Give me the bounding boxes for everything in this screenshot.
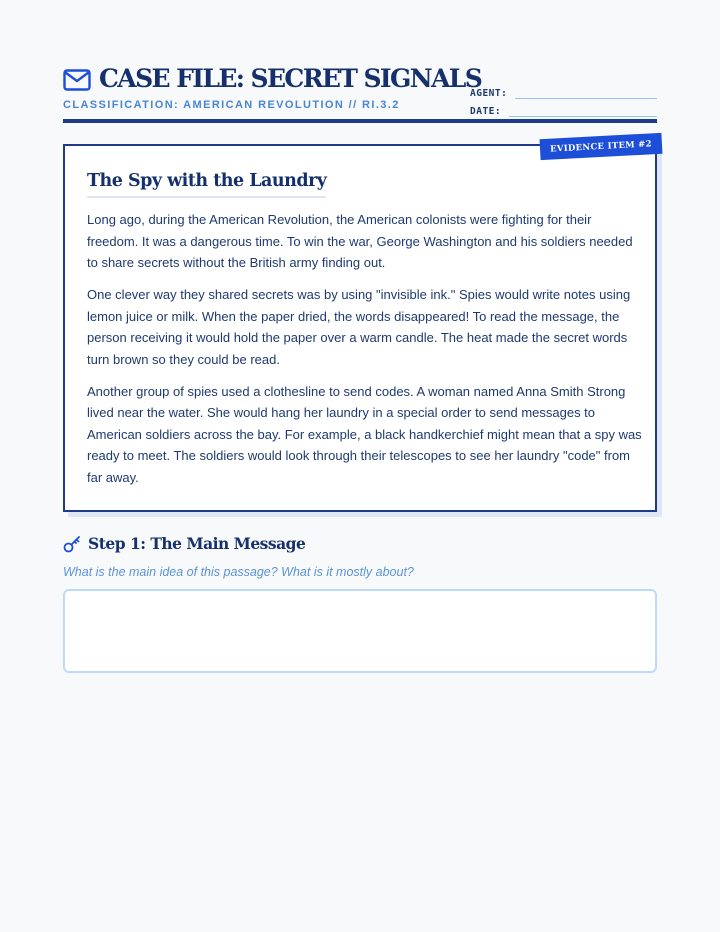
header-divider (63, 119, 657, 123)
case-file-header (63, 64, 657, 124)
passage-paragraph: One clever way they shared secrets was by using "invisible ink." Spies would write notes using lemon juice or milk. When the paper dried, the words disappeared! To read the message, the person receiving it would hold the paper over a warm candle. The heat made the secret words turn brown so they could be read. (87, 287, 631, 367)
classification-label: CLASSIFICATION: AMERICAN REVOLUTION // RI.3.2 (63, 99, 400, 111)
agent-input-line[interactable] (515, 87, 657, 99)
step1-answer-box[interactable] (63, 589, 657, 673)
date-input-line[interactable] (509, 105, 657, 117)
evidence-card (63, 139, 657, 512)
passage-paragraph: Another group of spies used a clothesline to send codes. A woman named Anna Smith Strong lived near the water. She would hang her laundry in a special order to send messages to American soldiers across the bay. For example, a black handkerchief might mean that a spy was ready to meet. The soldiers would look through their telescopes to see her laundry "code" from far away. (87, 383, 642, 485)
evidence-tag: EVIDENCE ITEM #2 (540, 133, 663, 160)
date-label: DATE: (470, 106, 502, 117)
passage-body (87, 209, 643, 499)
step1-question: What is the main idea of this passage? What is it mostly about? (63, 565, 414, 579)
agent-date-fields (470, 81, 657, 117)
passage-paragraph: Long ago, during the American Revolution, the American colonists were fighting for their freedom. It was a dangerous time. To win the war, George Washington and his soldiers needed to share secrets without the British army finding out. (87, 212, 633, 270)
step1-title: Step 1: The Main Message (88, 534, 306, 553)
agent-label: AGENT: (470, 88, 508, 99)
date-field (470, 99, 657, 117)
mail-icon (63, 69, 91, 91)
step1-heading (63, 534, 305, 553)
key-icon (63, 535, 81, 553)
passage-title: The Spy with the Laundry (87, 171, 326, 198)
page-title: CASE FILE: SECRET SIGNALS (99, 64, 482, 93)
agent-field (470, 81, 657, 99)
